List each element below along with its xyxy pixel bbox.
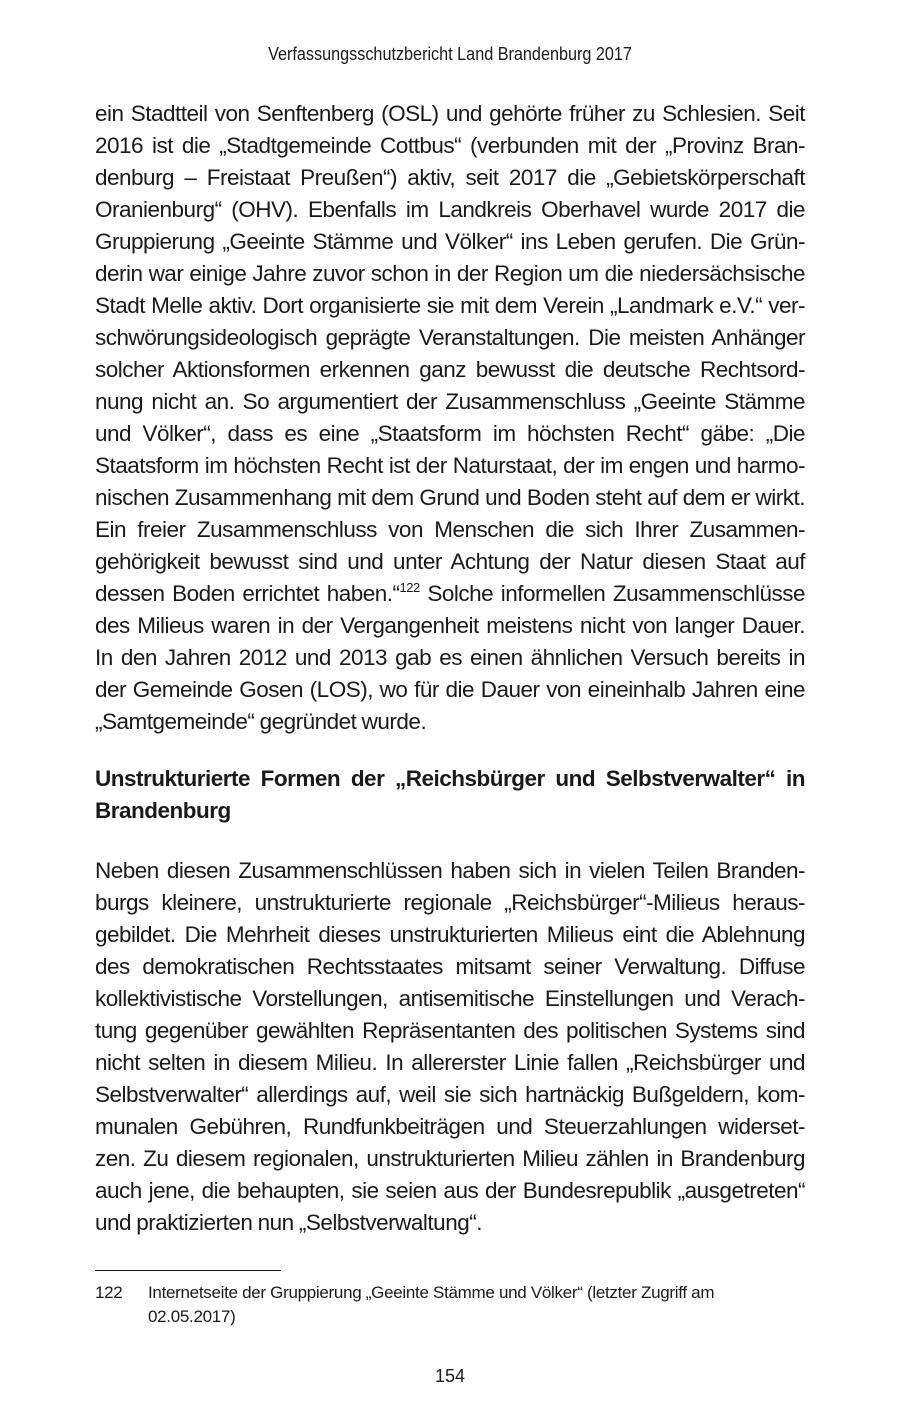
page-number: 154 [434, 1366, 466, 1386]
text-line: solcher Aktionsformen erkennen ganz bewusst die deutsche Rechtsord- [95, 357, 805, 382]
text-segment: Solche informellen Zusammenschlüsse [419, 581, 805, 606]
text-line: derin war einige Jahre zuvor schon in der Region um die niedersächsische [95, 261, 805, 286]
text-line: Staatsform im höchsten Recht ist der Naturstaat, der im engen und harmo- [95, 453, 805, 478]
text-line: nung nicht an. So argumentiert der Zusammenschluss „Geeinte Stämme [95, 389, 805, 414]
text-line: zen. Zu diesem regionalen, unstrukturierten Milieu zählen in Brandenburg [95, 1146, 805, 1171]
text-line: gehörigkeit bewusst sind und unter Achtung der Natur diesen Staat auf [95, 549, 805, 574]
text-line: Neben diesen Zusammenschlüssen haben sich in vielen Teilen Branden- [95, 858, 805, 883]
footnote-line: Internetseite der Gruppierung „Geeinte Stämme und Völker“ (letzter Zugriff am [148, 1283, 715, 1302]
text-line: nicht selten in diesem Milieu. In allererster Linie fallen „Reichsbürger und [95, 1050, 805, 1075]
running-header: Verfassungsschutzbericht Land Brandenburg 2017 [268, 44, 632, 64]
text-line: Selbstverwalter“ allerdings auf, weil sie sich hartnäckig Bußgeldern, kom- [95, 1082, 805, 1107]
heading-line: Unstrukturierte Formen der „Reichsbürger und Selbstverwalter“ in [95, 766, 805, 791]
text-line: der Gemeinde Gosen (LOS), wo für die Dauer von eineinhalb Jahren eine [95, 677, 805, 702]
text-line: tung gegenüber gewählten Repräsentanten des politischen Systems sind [95, 1018, 805, 1043]
text-line: Stadt Melle aktiv. Dort organisierte sie mit dem Verein „Landmark e.V.“ ver- [95, 293, 805, 318]
text-line: denburg – Freistaat Preußen“) aktiv, seit 2017 die „Gebietskörperschaft [95, 165, 805, 190]
text-line: gebildet. Die Mehrheit dieses unstrukturierten Milieus eint die Ablehnung [95, 922, 805, 947]
section-heading [95, 763, 805, 827]
text-line: burgs kleinere, unstrukturierte regionale „Reichsbürger“-Milieus heraus- [95, 890, 805, 915]
footnote-text [148, 1281, 805, 1329]
text-line: Oranienburg“ (OHV). Ebenfalls im Landkreis Oberhavel wurde 2017 die [95, 197, 805, 222]
text-line: kollektivistische Vorstellungen, antisemitische Einstellungen und Verach- [95, 986, 805, 1011]
text-line: Gruppierung „Geeinte Stämme und Völker“ ins Leben gerufen. Die Grün- [95, 229, 805, 254]
text-line: und Völker“, dass es eine „Staatsform im höchsten Recht“ gäbe: „Die [95, 421, 805, 446]
heading-line: Brandenburg [95, 798, 231, 823]
text-line: Ein freier Zusammenschluss von Menschen die sich Ihrer Zusammen- [95, 517, 805, 542]
text-line: des Milieus waren in der Vergangenheit meistens nicht von langer Dauer. [95, 613, 805, 638]
text-line: munalen Gebühren, Rundfunkbeiträgen und Steuerzahlungen widerset- [95, 1114, 805, 1139]
text-segment: dessen Boden errichtet haben.“ [95, 581, 400, 606]
text-line: nischen Zusammenhang mit dem Grund und Boden steht auf dem er wirkt. [95, 485, 805, 510]
text-line: auch jene, die behaupten, sie seien aus der Bundesrepublik „ausgetreten“ [95, 1178, 805, 1203]
text-line: schwörungsideologisch geprägte Veranstaltungen. Die meisten Anhänger [95, 325, 805, 350]
footnote-line: 02.05.2017) [148, 1307, 236, 1326]
body-paragraph-2 [95, 855, 805, 1239]
body-paragraph-1 [95, 98, 805, 738]
text-line: und praktizierten nun „Selbstverwaltung“. [95, 1210, 482, 1235]
footnote-separator [95, 1270, 281, 1271]
text-line-with-footnote-ref [95, 578, 805, 610]
text-line: des demokratischen Rechtsstaates mitsamt seiner Verwaltung. Diffuse [95, 954, 805, 979]
text-line: 2016 ist die „Stadtgemeinde Cottbus“ (verbunden mit der „Provinz Bran- [95, 133, 805, 158]
footnote-reference[interactable]: 122 [399, 580, 420, 595]
text-line: „Samtgemeinde“ gegründet wurde. [95, 709, 427, 734]
text-line: In den Jahren 2012 und 2013 gab es einen ähnlichen Versuch bereits in [95, 645, 805, 670]
footnote-number: 122 [95, 1283, 123, 1302]
text-line: ein Stadtteil von Senftenberg (OSL) und gehörte früher zu Schlesien. Seit [95, 101, 805, 126]
